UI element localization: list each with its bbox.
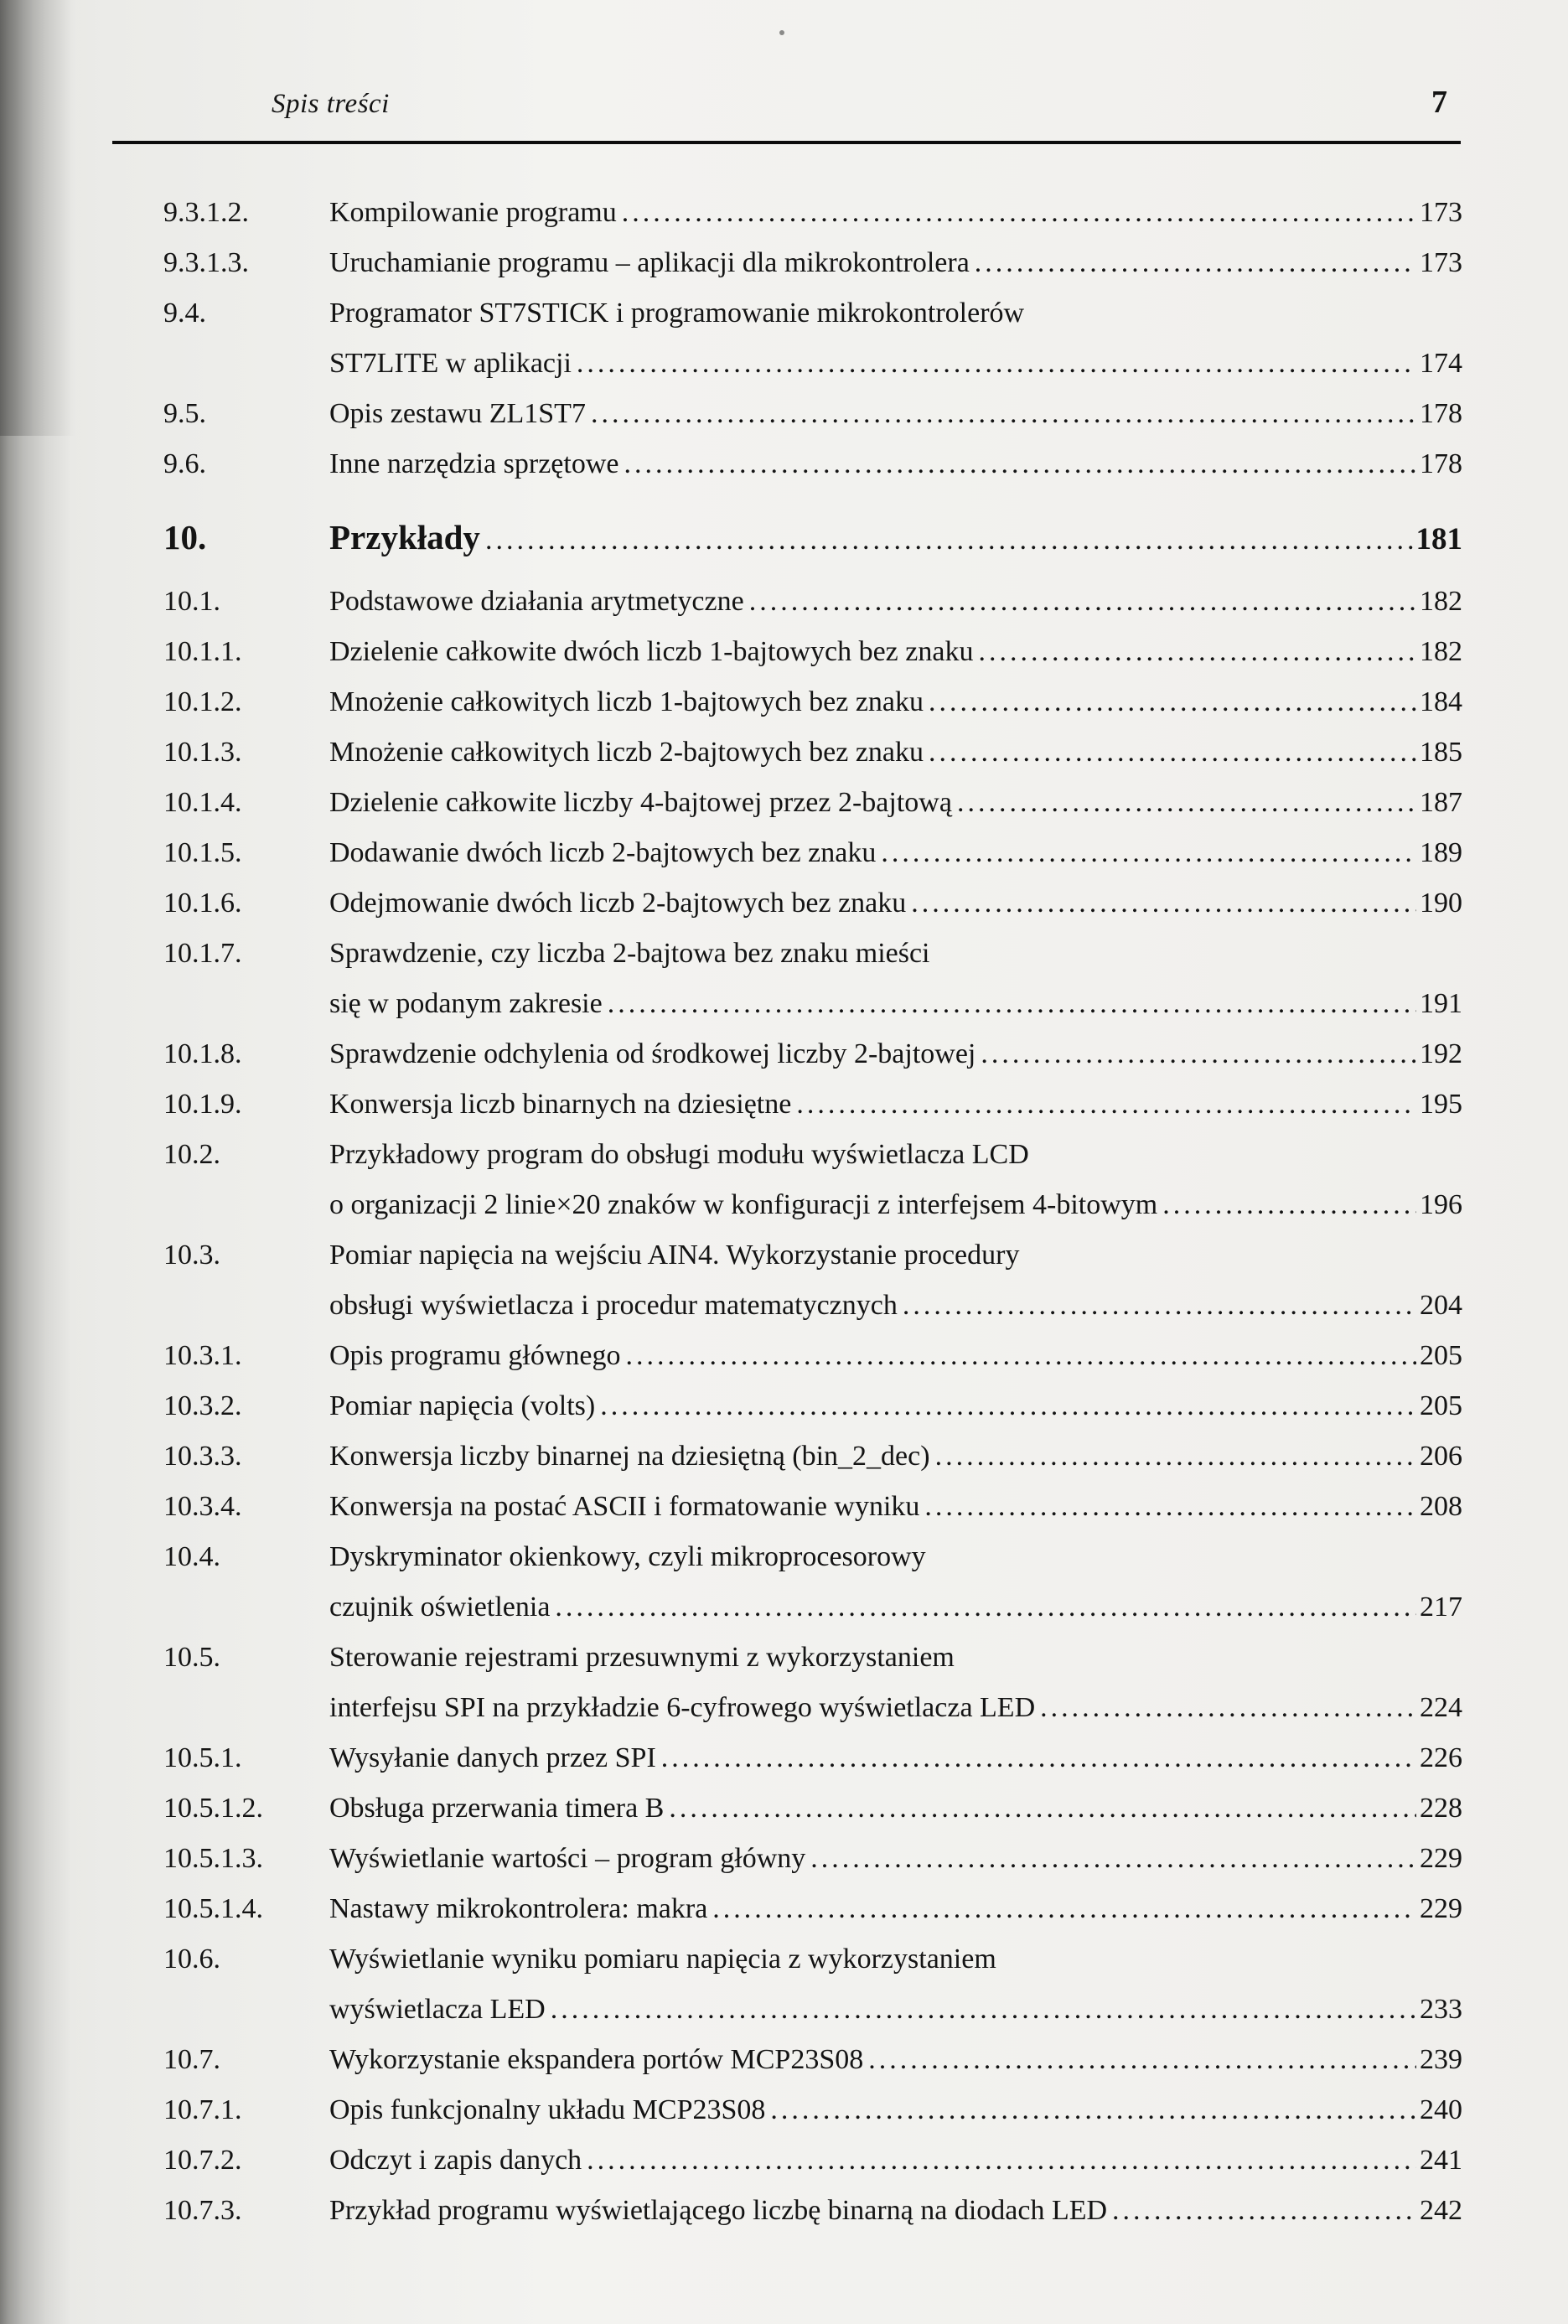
entry-title: Opis zestawu ZL1ST7 (329, 398, 586, 429)
entry-number: 10.1.5. (163, 837, 242, 868)
toc-entry (163, 878, 1462, 929)
toc-entry (163, 2186, 1462, 2236)
entry-body (329, 2186, 1462, 2236)
dot-leader (626, 1331, 1416, 1381)
entry-page: 224 (1420, 1692, 1462, 1723)
toc-entry (163, 627, 1462, 677)
header-page-number: 7 (1431, 85, 1447, 120)
entry-body (329, 778, 1462, 828)
dot-leader (981, 1029, 1416, 1079)
entry-line (329, 339, 1462, 389)
toc-entry (163, 1331, 1462, 1381)
entry-number: 9.5. (163, 398, 206, 429)
entry-title: Sterowanie rejestrami przesuwnymi z wykorzystaniem (329, 1642, 955, 1673)
toc-entry (163, 1029, 1462, 1079)
dot-leader (1162, 1180, 1416, 1230)
entry-title: Pomiar napięcia na wejściu AIN4. Wykorzystanie procedury (329, 1240, 1020, 1271)
dot-leader (770, 2085, 1416, 2135)
toc-entry (163, 1482, 1462, 1532)
toc-entry (163, 1532, 1462, 1633)
dot-leader (485, 513, 1413, 568)
entry-number: 10.5.1.4. (163, 1893, 263, 1924)
entry-title: Dodawanie dwóch liczb 2-bajtowych bez znaku (329, 837, 877, 868)
entry-line (329, 1281, 1462, 1331)
entry-title: Dzielenie całkowite liczby 4-bajtowej przez 2-bajtową (329, 787, 952, 818)
dot-leader (577, 339, 1416, 389)
entry-body (329, 1079, 1462, 1130)
entry-line (329, 1230, 1462, 1281)
entry-number: 10.7.3. (163, 2195, 242, 2226)
entry-title: wyświetlacza LED (329, 1994, 546, 2025)
entry-page: 196 (1420, 1189, 1462, 1220)
entry-number: 10.1. (163, 586, 220, 617)
entry-number: 10.1.4. (163, 787, 242, 818)
entry-body (329, 1230, 1462, 1331)
dot-leader (810, 1834, 1416, 1884)
entry-title: Konwersja liczby binarnej na dziesiętną (bin_2_dec) (329, 1441, 930, 1472)
entry-body (329, 1733, 1462, 1783)
entry-line (329, 439, 1462, 489)
entry-body (329, 288, 1462, 389)
dot-leader (903, 1281, 1416, 1331)
dot-leader (975, 238, 1416, 288)
entry-body (329, 1834, 1462, 1884)
entry-title: Odczyt i zapis danych (329, 2145, 582, 2176)
entry-page: 240 (1420, 2094, 1462, 2125)
entry-line (329, 1985, 1462, 2035)
toc-entry (163, 188, 1462, 238)
entry-line (329, 389, 1462, 439)
entry-number: 10.5.1.3. (163, 1843, 263, 1874)
entry-line (329, 510, 1462, 568)
entry-page: 217 (1420, 1592, 1462, 1623)
entry-body (329, 188, 1462, 238)
entry-line (329, 577, 1462, 627)
dot-leader (957, 778, 1416, 828)
dot-leader (661, 1733, 1416, 1783)
running-head (112, 84, 1461, 144)
entry-page: 184 (1420, 686, 1462, 717)
dot-leader (749, 577, 1416, 627)
entry-number: 9.6. (163, 448, 206, 479)
entry-line (329, 1884, 1462, 1934)
entry-number: 10.1.9. (163, 1089, 242, 1120)
entry-line (329, 828, 1462, 878)
entry-page: 226 (1420, 1742, 1462, 1773)
entry-line (329, 1180, 1462, 1230)
toc-entry (163, 577, 1462, 627)
entry-line (329, 1029, 1462, 1079)
entry-page: 233 (1420, 1994, 1462, 2025)
entry-page: 185 (1420, 737, 1462, 768)
dot-leader (924, 1482, 1416, 1532)
dot-leader (551, 1985, 1416, 2035)
entry-number: 10.3.4. (163, 1491, 242, 1522)
entry-page: 195 (1420, 1089, 1462, 1120)
entry-page: 242 (1420, 2195, 1462, 2226)
entry-line (329, 1532, 1462, 1582)
entry-title: Przykładowy program do obsługi modułu wyświetlacza LCD (329, 1139, 1029, 1170)
entry-line (329, 1130, 1462, 1180)
entry-number: 10.1.2. (163, 686, 242, 717)
entry-title: o organizacji 2 linie×20 znaków w konfiguracji z interfejsem 4-bitowym (329, 1189, 1158, 1220)
entry-title: Wykorzystanie ekspandera portów MCP23S08 (329, 2044, 864, 2075)
toc-entry (163, 389, 1462, 439)
entry-body (329, 878, 1462, 929)
entry-line (329, 2035, 1462, 2085)
entry-body (329, 1482, 1462, 1532)
entry-page: 182 (1420, 586, 1462, 617)
entry-title: obsługi wyświetlacza i procedur matematycznych (329, 1290, 898, 1321)
entry-line (329, 1783, 1462, 1834)
entry-line (329, 1834, 1462, 1884)
entry-page: 205 (1420, 1340, 1462, 1371)
entry-line (329, 2186, 1462, 2236)
entry-number: 10.2. (163, 1139, 220, 1170)
entry-number: 10.3.3. (163, 1441, 242, 1472)
entry-page: 239 (1420, 2044, 1462, 2075)
entry-number: 10.5.1.2. (163, 1793, 263, 1824)
entry-line (329, 1683, 1462, 1733)
entry-body (329, 1431, 1462, 1482)
toc-entry (163, 828, 1462, 878)
entry-body (329, 1783, 1462, 1834)
entry-body (329, 677, 1462, 727)
entry-number: 10.1.8. (163, 1038, 242, 1069)
toc-entry (163, 677, 1462, 727)
entry-page: 182 (1420, 636, 1462, 667)
entry-line (329, 727, 1462, 778)
toc-entry (163, 238, 1462, 288)
entry-page: 192 (1420, 1038, 1462, 1069)
entry-title: Konwersja liczb binarnych na dziesiętne (329, 1089, 792, 1120)
entry-line (329, 2135, 1462, 2186)
entry-line (329, 288, 1462, 339)
dot-leader (796, 1079, 1416, 1130)
entry-line (329, 677, 1462, 727)
toc-entry (163, 2135, 1462, 2186)
toc-entry (163, 1783, 1462, 1834)
entry-title: Nastawy mikrokontrolera: makra (329, 1893, 708, 1924)
entry-body (329, 389, 1462, 439)
entry-number: 9.4. (163, 298, 206, 329)
entry-title: Przykłady (329, 518, 480, 556)
dot-leader (868, 2035, 1416, 2085)
entry-page: 190 (1420, 888, 1462, 919)
dot-leader (881, 828, 1416, 878)
entry-title: Wyświetlanie wyniku pomiaru napięcia z wykorzystaniem (329, 1944, 996, 1975)
toc-entry (163, 1381, 1462, 1431)
entry-body (329, 2135, 1462, 2186)
entry-title: Pomiar napięcia (volts) (329, 1390, 596, 1421)
entry-number: 10.7. (163, 2044, 220, 2075)
entry-title: Przykład programu wyświetlającego liczbę binarną na diodach LED (329, 2195, 1108, 2226)
entry-number: 10.3.2. (163, 1390, 242, 1421)
entry-page: 173 (1420, 197, 1462, 228)
entry-page: 187 (1420, 787, 1462, 818)
entry-page: 174 (1420, 348, 1462, 379)
dot-leader (555, 1582, 1416, 1633)
entry-body (329, 510, 1462, 568)
entry-page: 205 (1420, 1390, 1462, 1421)
entry-title: się w podanym zakresie (329, 988, 603, 1019)
toc-entry (163, 1834, 1462, 1884)
entry-title: Dyskryminator okienkowy, czyli mikroprocesorowy (329, 1541, 926, 1572)
entry-line (329, 1331, 1462, 1381)
dot-leader (712, 1884, 1416, 1934)
entry-page: 228 (1420, 1793, 1462, 1824)
entry-line (329, 878, 1462, 929)
toc-entry (163, 727, 1462, 778)
entry-title: Inne narzędzia sprzętowe (329, 448, 619, 479)
toc-entry (163, 1733, 1462, 1783)
dot-leader (669, 1783, 1416, 1834)
entry-title: Konwersja na postać ASCII i formatowanie wyniku (329, 1491, 920, 1522)
entry-page: 191 (1420, 988, 1462, 1019)
entry-page: 189 (1420, 837, 1462, 868)
entry-title: Dzielenie całkowite dwóch liczb 1-bajtowych bez znaku (329, 636, 974, 667)
toc-entry (163, 288, 1462, 389)
entry-title: Kompilowanie programu (329, 197, 617, 228)
toc-entry (163, 510, 1462, 568)
entry-number: 9.3.1.3. (163, 247, 249, 278)
toc-entry (163, 2035, 1462, 2085)
toc-entry (163, 1633, 1462, 1733)
entry-number: 10.1.3. (163, 737, 242, 768)
entry-body (329, 828, 1462, 878)
entry-page: 229 (1420, 1843, 1462, 1874)
entry-line (329, 627, 1462, 677)
entry-title: Programator ST7STICK i programowanie mikrokontrolerów (329, 298, 1025, 329)
dot-leader (600, 1381, 1416, 1431)
toc-entry (163, 778, 1462, 828)
entry-number: 10.5. (163, 1642, 220, 1673)
dot-leader (608, 979, 1416, 1029)
toc-list (163, 188, 1462, 2236)
entry-title: Sprawdzenie odchylenia od środkowej liczby 2-bajtowej (329, 1038, 976, 1069)
entry-number: 9.3.1.2. (163, 197, 249, 228)
entry-line (329, 1482, 1462, 1532)
entry-line (329, 1079, 1462, 1130)
entry-line (329, 979, 1462, 1029)
entry-body (329, 1130, 1462, 1230)
entry-page: 229 (1420, 1893, 1462, 1924)
entry-page: 178 (1420, 448, 1462, 479)
dot-leader (911, 878, 1416, 929)
dot-leader (1112, 2186, 1416, 2236)
entry-body (329, 2035, 1462, 2085)
entry-number: 10.5.1. (163, 1742, 242, 1773)
entry-title: Wyświetlanie wartości – program główny (329, 1843, 806, 1874)
entry-body (329, 577, 1462, 627)
entry-number: 10.7.1. (163, 2094, 242, 2125)
entry-title: Obsługa przerwania timera B (329, 1793, 665, 1824)
entry-line (329, 1934, 1462, 1985)
entry-number: 10.7.2. (163, 2145, 242, 2176)
entry-line (329, 1733, 1462, 1783)
toc-entry (163, 2085, 1462, 2135)
entry-number: 10.1.6. (163, 888, 242, 919)
entry-number: 10.1.7. (163, 938, 242, 969)
entry-title: Opis programu głównego (329, 1340, 621, 1371)
entry-title: Mnożenie całkowitych liczb 1-bajtowych bez znaku (329, 686, 924, 717)
entry-line (329, 1633, 1462, 1683)
toc-entry (163, 1079, 1462, 1130)
entry-title: ST7LITE w aplikacji (329, 348, 572, 379)
dot-leader (591, 389, 1416, 439)
entry-line (329, 929, 1462, 979)
entry-page: 241 (1420, 2145, 1462, 2176)
entry-title: Odejmowanie dwóch liczb 2-bajtowych bez znaku (329, 888, 907, 919)
entry-number: 10.3.1. (163, 1340, 242, 1371)
dot-leader (622, 188, 1416, 238)
entry-number: 10.6. (163, 1944, 220, 1975)
dot-leader (624, 439, 1416, 489)
header-section-title: Spis treści (272, 89, 390, 119)
entry-title: Sprawdzenie, czy liczba 2-bajtowa bez znaku mieści (329, 938, 930, 969)
entry-line (329, 1381, 1462, 1431)
entry-body (329, 929, 1462, 1029)
entry-title: Mnożenie całkowitych liczb 2-bajtowych bez znaku (329, 737, 924, 768)
entry-body (329, 1884, 1462, 1934)
entry-title: Podstawowe działania arytmetyczne (329, 586, 744, 617)
entry-title: interfejsu SPI na przykładzie 6-cyfrowego wyświetlacza LED (329, 1692, 1036, 1723)
entry-title: czujnik oświetlenia (329, 1592, 551, 1623)
entry-page: 208 (1420, 1491, 1462, 1522)
toc-entry (163, 1230, 1462, 1331)
dot-leader (929, 727, 1416, 778)
dot-leader (1040, 1683, 1416, 1733)
entry-page: 206 (1420, 1441, 1462, 1472)
entry-line (329, 238, 1462, 288)
entry-line (329, 1582, 1462, 1633)
entry-body (329, 2085, 1462, 2135)
entry-page: 178 (1420, 398, 1462, 429)
entry-line (329, 188, 1462, 238)
toc-entry (163, 1884, 1462, 1934)
toc-entry (163, 1934, 1462, 2035)
toc-entry (163, 1130, 1462, 1230)
entry-body (329, 1331, 1462, 1381)
entry-number: 10.1.1. (163, 636, 242, 667)
entry-page: 173 (1420, 247, 1462, 278)
entry-body (329, 1633, 1462, 1733)
dot-leader (935, 1431, 1416, 1482)
entry-line (329, 778, 1462, 828)
entry-body (329, 1532, 1462, 1633)
dot-leader (978, 627, 1416, 677)
toc-entry (163, 1431, 1462, 1482)
entry-body (329, 1934, 1462, 2035)
entry-number: 10.3. (163, 1240, 220, 1271)
entry-number: 10.4. (163, 1541, 220, 1572)
entry-line (329, 1431, 1462, 1482)
entry-body (329, 727, 1462, 778)
entry-body (329, 238, 1462, 288)
entry-body (329, 1029, 1462, 1079)
entry-title: Wysyłanie danych przez SPI (329, 1742, 656, 1773)
toc-entry (163, 439, 1462, 489)
entry-body (329, 1381, 1462, 1431)
toc-entry (163, 929, 1462, 1029)
entry-line (329, 2085, 1462, 2135)
entry-page: 204 (1420, 1290, 1462, 1321)
entry-number: 10. (163, 518, 207, 556)
entry-body (329, 439, 1462, 489)
entry-page: 181 (1415, 522, 1462, 556)
dot-leader (587, 2135, 1416, 2186)
dot-leader (929, 677, 1416, 727)
entry-title: Opis funkcjonalny układu MCP23S08 (329, 2094, 766, 2125)
entry-body (329, 627, 1462, 677)
entry-title: Uruchamianie programu – aplikacji dla mikrokontrolera (329, 247, 970, 278)
